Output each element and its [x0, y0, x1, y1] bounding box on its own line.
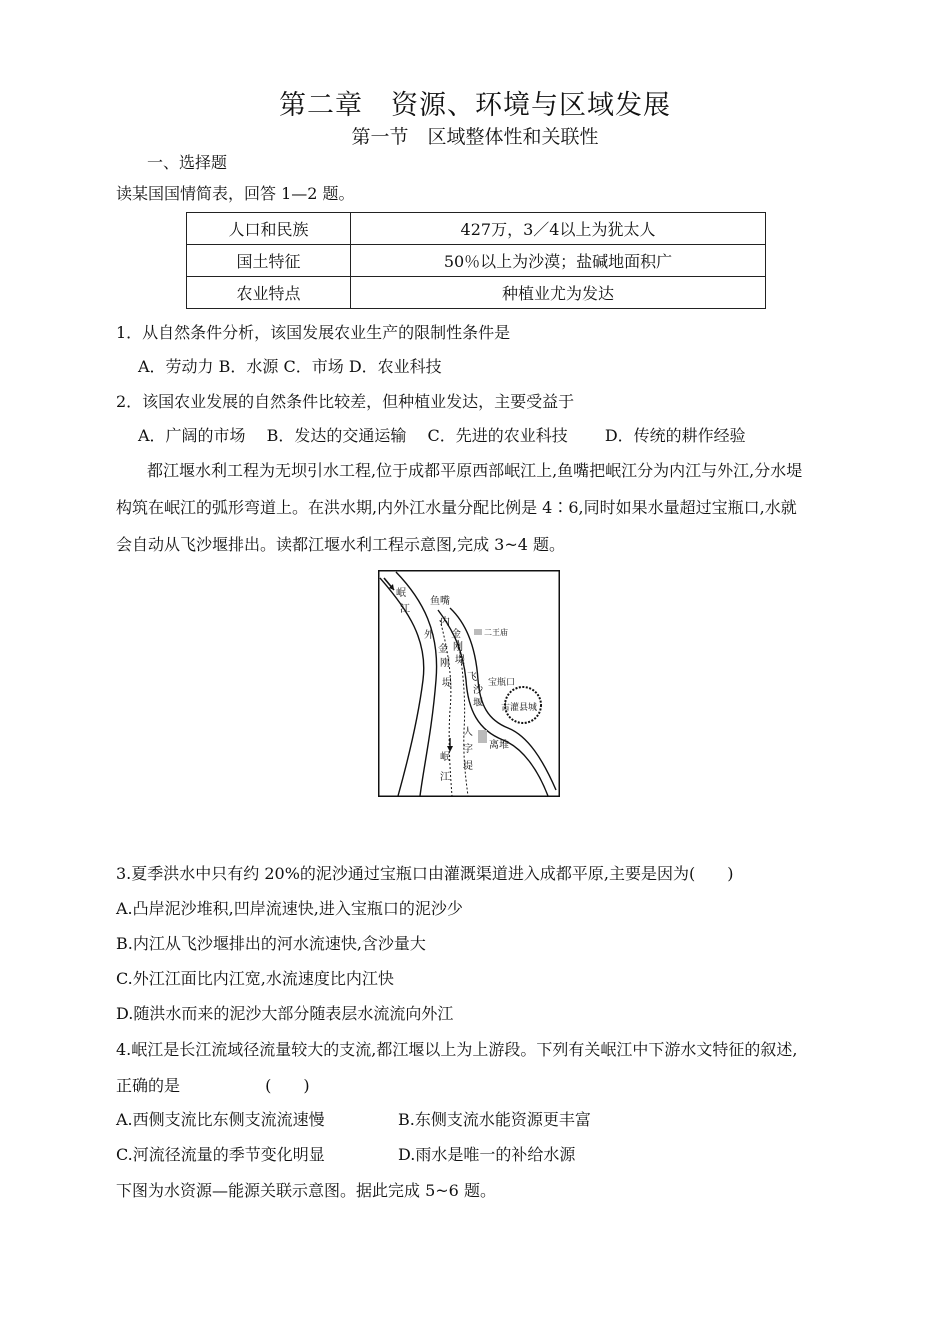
map-label: 人 [463, 727, 473, 738]
q4-option-b: B.东侧支流水能资源更丰富 [398, 1110, 591, 1129]
map-label: 宝瓶口 [488, 678, 516, 688]
q4-stem: 4.岷江是长江流域径流量较大的支流,都江堰以上为上游段。下列有关岷江中下游水文特征的叙述, [116, 1040, 798, 1059]
map-label: 金 [438, 644, 448, 655]
q3-option-c: C.外江江面比内江宽,水流速度比内江快 [116, 969, 394, 988]
q1-options: A．劳动力 B．水源 C．市场 D．农业科技 [138, 357, 442, 376]
map-label: 飞 [467, 672, 477, 683]
map-label: 内 [440, 617, 450, 628]
map-label: 江 [400, 604, 410, 615]
erwangmiao-marker [474, 629, 482, 635]
map-label: 刚 [440, 658, 450, 669]
map-label: 岷 [396, 588, 406, 599]
passage-line: 都江堰水利工程为无坝引水工程,位于成都平原西部岷江上,鱼嘴把岷江分为内江与外江,分水堤 [147, 461, 803, 480]
map-label: 堤 [442, 678, 452, 689]
chapter-title: 第二章 资源、环境与区域发展 [279, 90, 671, 121]
map-label: 字 [463, 744, 473, 755]
table-row [187, 213, 766, 245]
q4-stem: 正确的是 ( ) [116, 1076, 310, 1095]
q1-stem: 1．从自然条件分析，该国发展农业生产的限制性条件是 [116, 323, 511, 342]
info-table [186, 212, 766, 309]
table-key: 农业特点 [187, 277, 351, 309]
map-label: 岷 [440, 752, 450, 763]
map-label: 鱼嘴 [430, 596, 450, 607]
q4-option-c: C.河流径流量的季节变化明显 [116, 1145, 325, 1164]
map-label: 堰 [473, 698, 483, 709]
table-key: 人口和民族 [187, 213, 351, 245]
map-label: 江 [440, 772, 450, 783]
q3-option-b: B.内江从飞沙堰排出的河水流速快,含沙量大 [116, 934, 426, 953]
intro-q5-6: 下图为水资源—能源关联示意图。据此完成 5~6 题。 [116, 1181, 496, 1200]
q4-option-d: D.雨水是唯一的补给水源 [398, 1145, 576, 1164]
map-label: 刚 [453, 642, 463, 653]
q2-options: A．广阔的市场 B．发达的交通运输 C．先进的农业科技 D．传统的耕作经验 [138, 426, 746, 445]
map-label: 离堆 [489, 740, 509, 751]
table-key: 国土特征 [187, 245, 351, 277]
q3-option-a: A.凸岸泥沙堆积,凹岸流速快,进入宝瓶口的泥沙少 [116, 899, 463, 918]
table-value: 种植业尤为发达 [351, 277, 766, 309]
q3-stem: 3.夏季洪水中只有约 20%的泥沙通过宝瓶口由灌溉渠道进入成都平原,主要是因为( ) [116, 864, 734, 883]
section-title: 第一节 区域整体性和关联性 [351, 126, 599, 148]
intro-q1-2: 读某国国情简表，回答 1—2 题。 [116, 184, 355, 203]
dujiangyan-map [378, 570, 560, 797]
table-value: 50％以上为沙漠；盐碱地面积广 [351, 245, 766, 277]
q4-option-a: A.西侧支流比东侧支流流速慢 [116, 1110, 325, 1129]
passage-line: 构筑在岷江的弧形弯道上。在洪水期,内外江水量分配比例是 4∶6,同时如果水量超过宝瓶口,水就 [116, 498, 797, 517]
map-label: 古灌县城 [501, 703, 538, 713]
q2-stem: 2．该国农业发展的自然条件比较差，但种植业发达，主要受益于 [116, 392, 575, 411]
map-label: 沙 [473, 685, 483, 696]
table-row [187, 245, 766, 277]
map-label: 二王庙 [484, 628, 508, 637]
section-heading: 一、选择题 [147, 153, 228, 172]
map-label: 堤 [463, 761, 473, 772]
q3-option-d: D.随洪水而来的泥沙大部分随表层水流流向外江 [116, 1004, 454, 1023]
passage-line: 会自动从飞沙堰排出。读都江堰水利工程示意图,完成 3~4 题。 [116, 535, 566, 554]
map-label: 堤 [455, 655, 465, 666]
map-label: 金 [451, 629, 461, 640]
table-row [187, 277, 766, 309]
map-label: 外 [424, 630, 434, 641]
table-value: 427万，3／4以上为犹太人 [351, 213, 766, 245]
lidui-marker [478, 730, 487, 743]
